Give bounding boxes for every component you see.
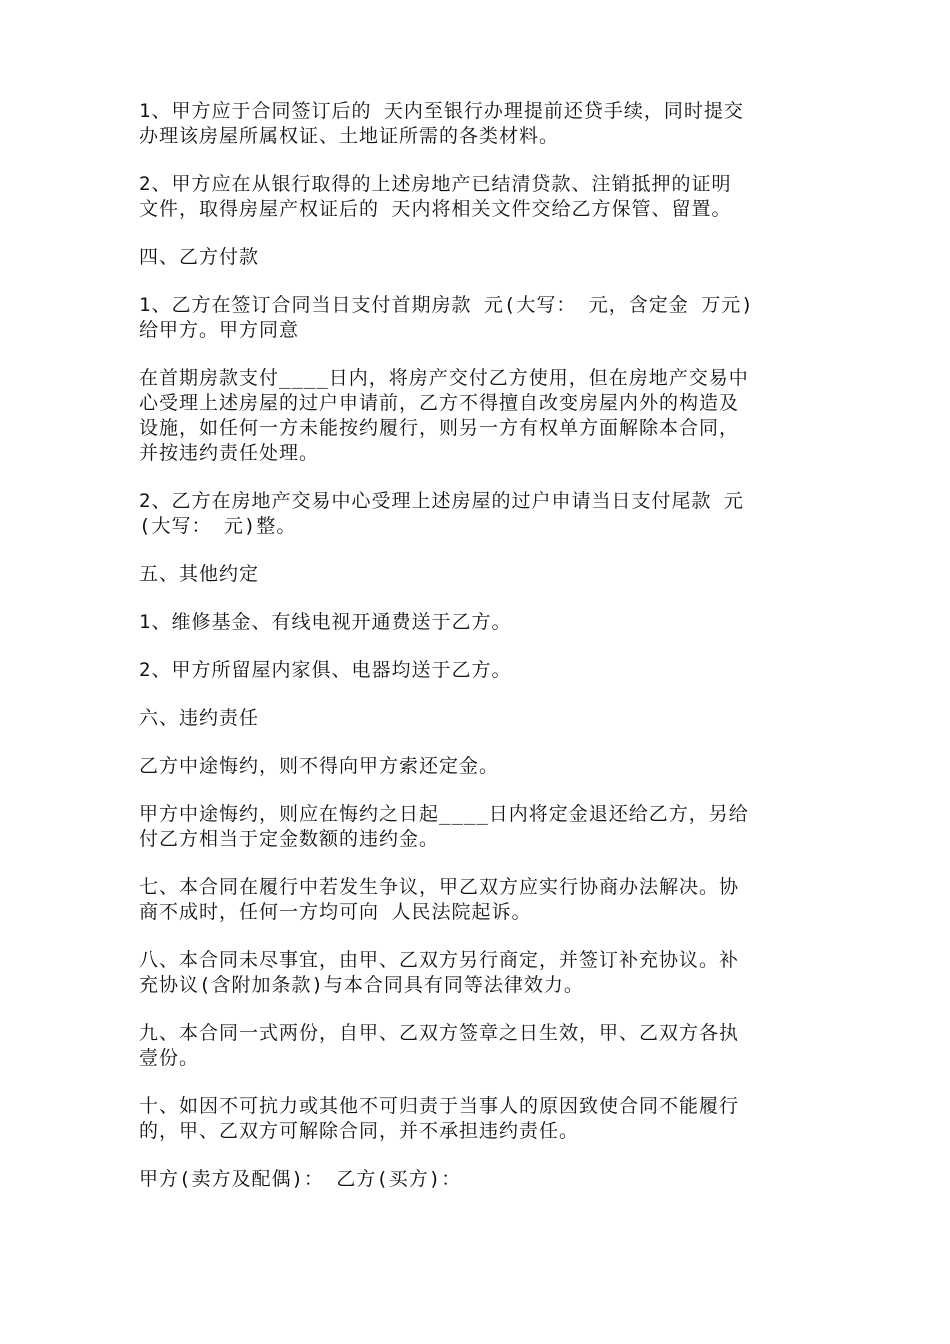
text-line: 商不成时，任何一方均可向 人民法院起诉。 <box>139 901 532 923</box>
text-line: 办理该房屋所属权证、土地证所需的各类材料。 <box>139 125 560 147</box>
text-line: (大写： 元)整。 <box>139 515 297 537</box>
section-ten-force-majeure <box>139 1094 815 1144</box>
section-heading: 六、违约责任 <box>139 707 260 729</box>
clause-property-delivery <box>139 366 815 466</box>
section-heading: 五、其他约定 <box>139 563 260 585</box>
section-heading-payment <box>139 245 815 270</box>
section-heading-other <box>139 562 815 587</box>
text-line: 乙方中途悔约，则不得向甲方索还定金。 <box>139 755 500 777</box>
text-line: 给甲方。甲方同意 <box>139 319 300 341</box>
clause-buyer-breach <box>139 754 815 779</box>
text-line: 2、甲方应在从银行取得的上述房地产已结清贷款、注销抵押的证明 <box>139 173 732 195</box>
text-line: 壹份。 <box>139 1047 200 1069</box>
text-line: 文件，取得房屋产权证后的 天内将相关文件交给乙方保管、留置。 <box>139 198 732 220</box>
text-line: 2、甲方所留屋内家俱、电器均送于乙方。 <box>139 659 512 681</box>
text-line: 在首期房款支付____日内，将房产交付乙方使用，但在房地产交易中 <box>139 367 749 389</box>
text-line: 1、甲方应于合同签订后的 天内至银行办理提前还贷手续，同时提交 <box>139 100 744 122</box>
text-line: 付乙方相当于定金数额的违约金。 <box>139 828 440 850</box>
clause-seller-breach <box>139 802 815 852</box>
text-line: 心受理上述房屋的过户申请前，乙方不得擅自改变房屋内外的构造及 <box>139 392 740 414</box>
text-line: 1、维修基金、有线电视开通费送于乙方。 <box>139 611 512 633</box>
text-line: 十、如因不可抗力或其他不可归责于当事人的原因致使合同不能履行 <box>139 1095 740 1117</box>
document-body <box>139 99 815 1215</box>
text-line: 1、乙方在签订合同当日支付首期房款 元(大写： 元，含定金 万元) <box>139 294 754 316</box>
section-eight-supplement <box>139 948 815 998</box>
text-line: 甲方中途悔约，则应在悔约之日起____日内将定金退还给乙方，另给 <box>139 803 749 825</box>
clause-final-payment <box>139 489 815 539</box>
section-heading: 四、乙方付款 <box>139 246 260 268</box>
section-nine-copies <box>139 1021 815 1071</box>
signature-labels: 甲方(卖方及配偶)： 乙方(买方)： <box>139 1168 462 1190</box>
signature-line <box>139 1167 815 1192</box>
text-line: 九、本合同一式两份，自甲、乙双方签章之日生效，甲、乙双方各执 <box>139 1022 740 1044</box>
clause-furniture <box>139 658 815 683</box>
text-line: 的，甲、乙双方可解除合同，并不承担违约责任。 <box>139 1120 580 1142</box>
text-line: 七、本合同在履行中若发生争议，甲乙双方应实行协商办法解决。协 <box>139 876 740 898</box>
text-line: 2、乙方在房地产交易中心受理上述房屋的过户申请当日支付尾款 元 <box>139 490 744 512</box>
text-line: 设施，如任何一方未能按约履行，则另一方有权单方面解除本合同， <box>139 417 740 439</box>
section-seven-dispute <box>139 875 815 925</box>
text-line: 充协议(含附加条款)与本合同具有同等法律效力。 <box>139 974 584 996</box>
clause-first-payment <box>139 293 815 343</box>
clause-2-documents-handover <box>139 172 815 222</box>
clause-maintenance-fund <box>139 610 815 635</box>
text-line: 八、本合同未尽事宜，由甲、乙双方另行商定，并签订补充协议。补 <box>139 949 740 971</box>
section-heading-breach <box>139 706 815 731</box>
text-line: 并按违约责任处理。 <box>139 442 320 464</box>
clause-1-bank-repayment <box>139 99 815 149</box>
